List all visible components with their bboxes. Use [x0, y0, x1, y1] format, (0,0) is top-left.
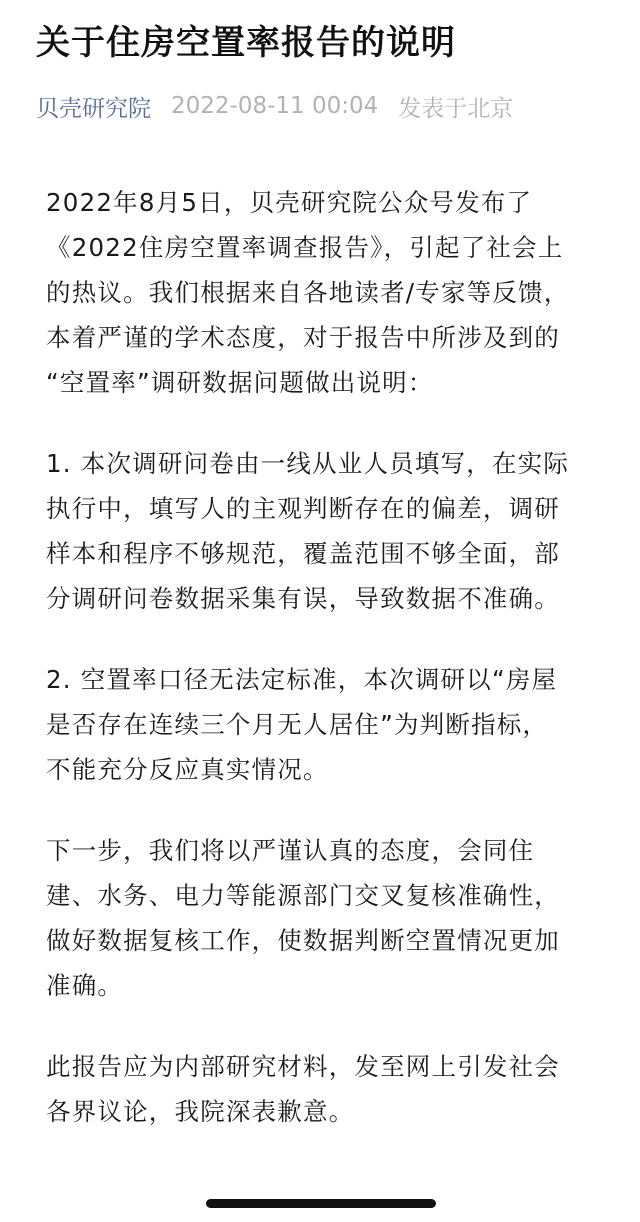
paragraph-line: 2. 空置率口径无法定标准，本次调研以“房屋	[46, 665, 558, 694]
publish-time: 2022-08-11 00:04	[171, 93, 379, 119]
paragraph-line: 本着严谨的学术态度，对于报告中所涉及到的	[46, 323, 560, 352]
paragraph-line: 不能充分反应真实情况。	[46, 755, 329, 784]
paragraph-line: 分调研问卷数据采集有误，导致数据不准确。	[46, 584, 560, 613]
paragraph-line: 是否存在连续三个月无人居住”为判断指标，	[46, 710, 549, 739]
article-meta	[36, 88, 513, 124]
article-body	[46, 180, 606, 1170]
home-indicator[interactable]	[206, 1199, 436, 1208]
paragraph-line: 做好数据复核工作，使数据判断空置情况更加	[46, 926, 560, 955]
paragraph-line: 各界议论，我院深表歉意。	[46, 1097, 355, 1126]
paragraph-line: 1. 本次调研问卷由一线从业人员填写，在实际	[46, 449, 570, 478]
paragraph-apology	[46, 1044, 606, 1134]
paragraph-line: “空置率”调研数据问题做出说明：	[46, 368, 434, 397]
paragraph-line: 准确。	[46, 971, 124, 1000]
paragraph-point-2	[46, 657, 606, 792]
paragraph-line: 2022年8月5日，贝壳研究院公众号发布了	[46, 188, 533, 217]
publish-location: 发表于北京	[398, 95, 514, 122]
paragraph-next-steps	[46, 828, 606, 1008]
paragraph-line: 《2022住房空置率调查报告》，引起了社会上	[46, 233, 564, 262]
article-title: 关于住房空置率报告的说明	[36, 23, 456, 63]
paragraph-line: 样本和程序不够规范，覆盖范围不够全面，部	[46, 539, 560, 568]
paragraph-point-1	[46, 441, 606, 621]
paragraph-intro	[46, 180, 606, 405]
paragraph-line: 建、水务、电力等能源部门交叉复核准确性，	[46, 881, 560, 910]
paragraph-line: 下一步，我们将以严谨认真的态度，会同住	[46, 836, 535, 865]
paragraph-line: 的热议。我们根据来自各地读者/专家等反馈，	[46, 278, 570, 307]
paragraph-line: 执行中，填写人的主观判断存在的偏差，调研	[46, 494, 560, 523]
paragraph-line: 此报告应为内部研究材料，发至网上引发社会	[46, 1052, 560, 1081]
account-name-link[interactable]: 贝壳研究院	[36, 95, 151, 122]
